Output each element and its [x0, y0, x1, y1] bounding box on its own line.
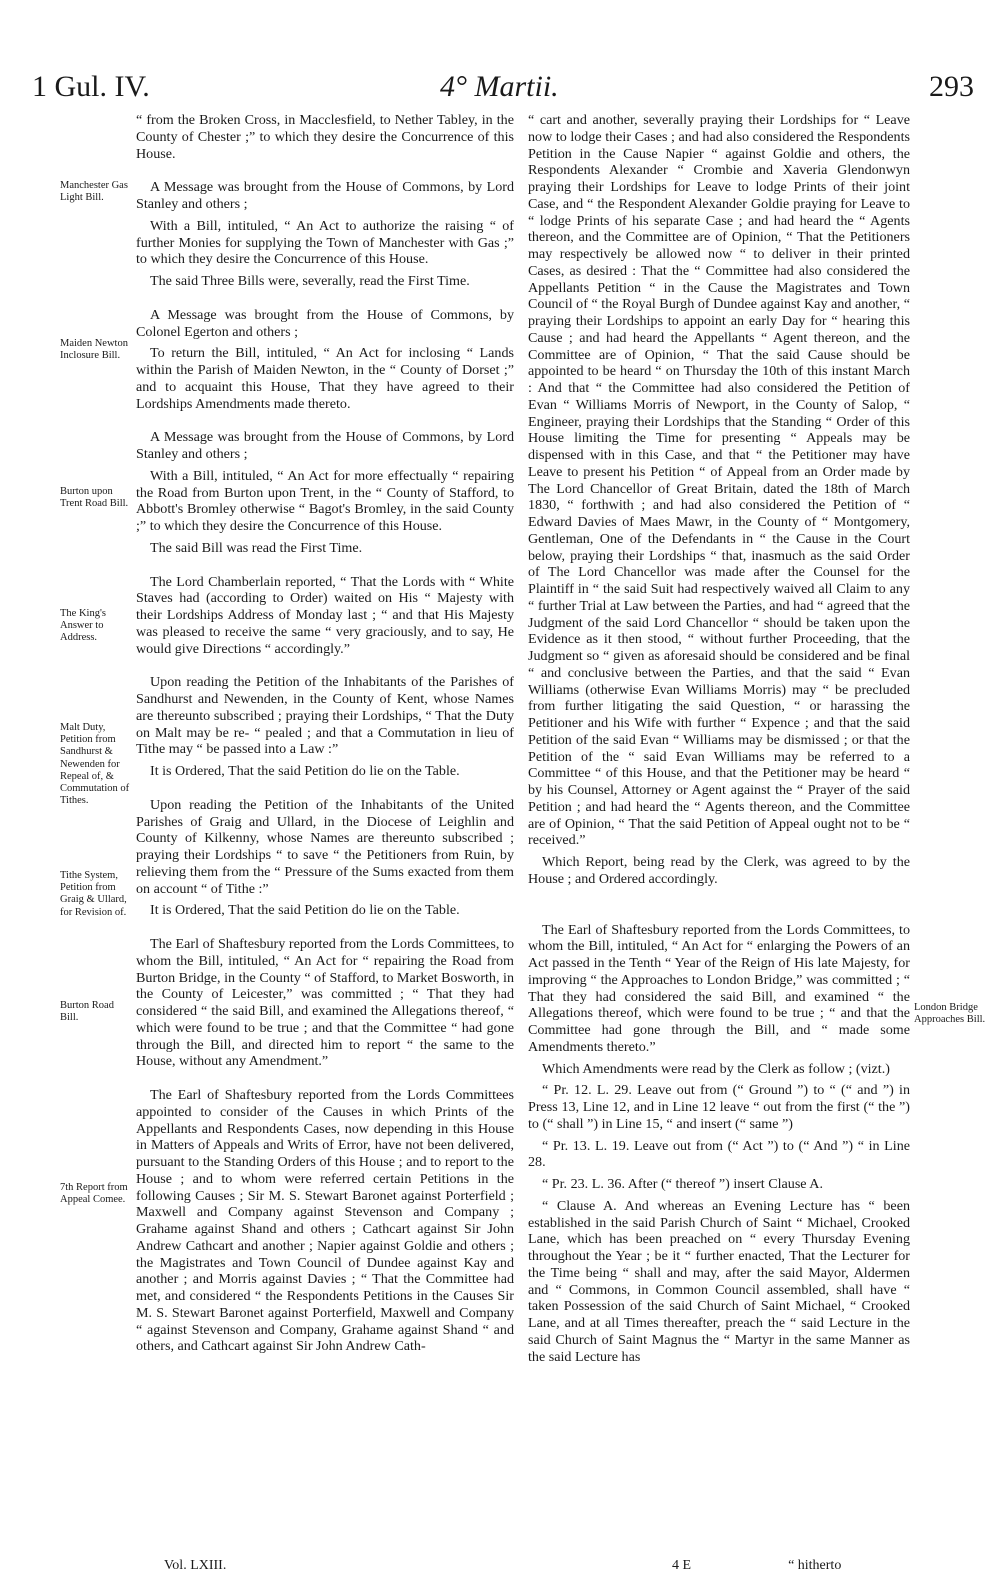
- margin-note: Tithe System, Petition from Graig & Ullard, for Revision of.: [60, 870, 127, 918]
- entry-manchester-gas: [136, 179, 514, 290]
- paragraph: With a Bill, intituled, “ An Act for more effectually “ repairing the Road from Burton upon Trent, in the “ County of Stafford, to Abbott's Bromley otherwise “ Bagot's Bromley, in the said County ;” to which they desire the Concurrence of this House.: [136, 467, 514, 534]
- paragraph: It is Ordered, That the said Petition do lie on the Table.: [150, 763, 460, 779]
- margin-note: Malt Duty, Petition from Sandhurst & Newenden for Repeal of, & Commutation of Tithes.: [60, 722, 130, 807]
- entry-appeal-report: [136, 1087, 514, 1355]
- margin-note: 7th Report from Appeal Comee.: [60, 1182, 128, 1206]
- signature: 4 E: [672, 1558, 692, 1573]
- header-date: 4° Martii.: [440, 70, 559, 103]
- right-opening-text: “ cart and another, severally praying their Lordships for “ Leave now to lodge their Cases ; and had also considered the Respondents Petition in the Cause Napier “ against Goldie and others, the Respondents Alexander “ Crombie and Xaveria Glendonwyn praying their Lordships for Leave to lodge Prints of their joint Case, and “ the Respondent Alexander Goldie praying for Leave to “ lodge Prints of his separate Case ; and had heard the “ Agents thereon, and the Committee are of Opinion, “ That the Petitioners may respectively be allowed now “ to deliver in their printed Cases, as desired : That the “ Committee had also considered the Appellants Petition “ in the Cause the Magistrates and Town Council of “ the Royal Burgh of Dundee against Kay and another, “ praying their Lordships to appoint an early Day for “ hearing this Cause ; and had heard the Appellants “ Agent thereon, and the Committee are of Opinion, “ That the said Cause should be appointed to be heard “ on Thursday the 10th of this instant March : And that “ the Committee had also considered the Petition of Evan “ Williams Morris of Newport, in the County of Salop, “ Engineer, praying their Lordships that the Standing “ Order of this House limiting the Time for presenting “ Appeals may be dispensed with in this Case, and that “ the Petitioner may have Leave to present his Petition “ of Appeal from an Order made by The Lord Chancellor of Great Britain, dated the 18th of March 1830, “ forthwith ; and had also considered the Petition of “ Edward Davies of Maes Mawr, in the County of “ Montgomery, Gentleman, One of the Defendants in “ the Cause in the Court below, praying their Lordships “ that, inasmuch as the said Order of The Lord Chancellor was made after the Counsel for the Plaintiff in “ the said Suit had respectively waived all Claim to any “ further Trial at Law between the Parties, and had “ agreed that the Judgment of the said Lord Chancellor “ should be taken upon the Evidence as it then stood, “ without further Proceeding, that the Judgment so “ given as aforesaid should be considered and be final “ and conclusive between the Parties, and that the said “ Evan Williams (otherwise Evan Williams Morris) may “ be precluded from further litigating the said Question, “ or harassing the Petitioner and his Wife with further “ Expence ; and that the said Petition of the said Evan “ Williams may be dismissed ; or that the Petition of the “ said Evan Williams may be referred to a Committee “ of this House, and that the Petitioner may be heard “ by his Counsel, Attorney or Agent against the “ Prayer of the said Petition ; and had heard the “ Agents thereon, and the Committee are of Opinion, “ That the said Petition of Appeal ought not to be “ received.”: [528, 112, 910, 849]
- paragraph: Which Amendments were read by the Clerk as follow ; (vizt.): [542, 1060, 890, 1077]
- paragraph: The Lord Chamberlain reported, “ That the Lords with “ White Staves had (according to Order) waited on His “ Majesty with their Lordships Address of Monday last ; “ and that His Majesty was pleased to receive the same “ very graciously, and to say, He would give Directions “ accordingly.”: [136, 573, 514, 657]
- volume-label: Vol. LXIII.: [164, 1558, 227, 1573]
- paragraph: “ Clause A. And whereas an Evening Lecture has “ been established in the said Parish Church of Saint “ Michael, Crooked Lane, which has been preached on “ every Thursday Evening throughout the Year ; be it “ further enacted, That the Lecturer for the Time being “ shall and may, after the said Mayor, Aldermen and “ Commons, in Common Council assembled, shall have “ taken Possession of the said Church of Saint Michael, “ Crooked Lane, and at all Times thereafter, preach the “ said Lecture in the said Church of Saint Magnus the “ Martyr in the same Manner as the said Lecture has: [528, 1197, 910, 1365]
- header-regnal-year: 1 Gul. IV.: [32, 70, 150, 103]
- catchword: “ hitherto: [788, 1558, 842, 1573]
- paragraph: It is Ordered, That the said Petition do lie on the Table.: [150, 902, 460, 919]
- paragraph: “ Pr. 23. L. 36. After (“ thereof ”) insert Clause A.: [542, 1176, 824, 1192]
- paragraph: To return the Bill, intituled, “ An Act for inclosing “ Lands within the Parish of Maiden Newton, in the “ County of Dorset ;” and to acquaint this House, That they have agreed to their Lordships Amendments made thereto.: [136, 345, 514, 412]
- margin-note: London Bridge Approaches Bill.: [914, 1002, 986, 1026]
- paragraph: A Message was brought from the House of Commons, by Lord Stanley and others ;: [136, 179, 514, 212]
- entry-kings-answer: [136, 574, 514, 658]
- margin-note: Burton upon Trent Road Bill.: [60, 486, 129, 510]
- entry-maiden-newton: [136, 307, 514, 413]
- margin-note: The King's Answer to Address.: [60, 608, 106, 644]
- paragraph: A Message was brought from the House of Commons, by Colonel Egerton and others ;: [136, 306, 514, 340]
- entry-tithe-system: [136, 797, 514, 919]
- entry-burton-road: [136, 936, 514, 1070]
- signature-mark: [672, 1558, 841, 1574]
- paragraph: The Earl of Shaftesbury reported from the Lords Committees, to whom the Bill, intituled, “ An Act for “ repairing the Road from Burton Bridge, in the County “ of Stafford, to Market Bosworth, in the County of Leicester,” was committed ; “ That they had considered “ the said Bill, and examined the Allegations thereof, “ which were found to be true ; and that the Committee “ had gone through the Bill, and directed him to report “ the same to the House, without any Amendment.”: [136, 936, 514, 1070]
- page-number: 293: [929, 70, 974, 103]
- entry-london-bridge: [528, 922, 910, 1366]
- paragraph: “ Pr. 12. L. 29. Leave out from (“ Ground ”) to “ (“ and ”) in Press 13, Line 12, and in Line 12 leave “ out from the first (“ the ”) to (“ shall ”) in Line 15, “ and insert (“ same ”): [528, 1082, 910, 1132]
- entry-burton-upon-trent: [136, 429, 514, 556]
- margin-note: Maiden Newton Inclosure Bill.: [60, 338, 128, 362]
- paragraph: The said Bill was read the First Time.: [150, 539, 363, 556]
- left-column: [136, 112, 514, 1360]
- paragraph: The Earl of Shaftesbury reported from the Lords Committees appointed to consider of the Causes in which Prints of the Appellants and Respondents Cases, now depending in this House in Matters of Appeals and Writs of Error, have not been delivered, pursuant to the Standing Orders of this House ; and to report to the House ; and to whom were referred certain Petitions in the following Causes ; Sir M. S. Stewart Baronet against Porterfield ; Maxwell and Company against Stevenson and Company ; Grahame against Shand and others ; Cathcart against Sir John Andrew Cathcart and another ; Napier against Goldie and others ; the Magistrates and Town Council of Dundee against Kay and another ; and Morris against Davies ; “ That the Committee had met, and considered “ the Respondents Petitions in the Causes Sir M. S. Stewart Baronet against Porterfield, Maxwell and Company “ against Stevenson and Company, Grahame against Shand “ and others, and Cathcart against Sir John Andrew Cath-: [136, 1087, 514, 1355]
- paragraph: The said Three Bills were, severally, read the First Time.: [150, 273, 470, 289]
- entry-malt-duty: [136, 674, 514, 780]
- paragraph: The Earl of Shaftesbury reported from the Lords Committees, to whom the Bill, intituled, “ An Act for “ enlarging the Powers of an Act passed in the Tenth “ Year of the Reign of His late Majesty, for improving “ the Approaches to London Bridge,” was committed ; “ That they had considered the said Bill, and examined “ the Allegations thereof, which were found to be true ; “ and that the Committee had gone through the Bill, and “ made some Amendments thereto.”: [528, 921, 910, 1055]
- margin-note: Manchester Gas Light Bill.: [60, 180, 128, 204]
- right-column: [528, 112, 910, 1370]
- paragraph: With a Bill, intituled, “ An Act to authorize the raising “ of further Monies for supplying the Town of Manchester with Gas ;” to which they desire the Concurrence of this House.: [136, 217, 514, 268]
- margin-note: Burton Road Bill.: [60, 1000, 114, 1024]
- paragraph: “ Pr. 13. L. 19. Leave out from (“ Act ”) to (“ And ”) “ in Line 28.: [528, 1137, 910, 1171]
- report-agreed: Which Report, being read by the Clerk, was agreed to by the House ; and Ordered accordingly.: [528, 854, 910, 887]
- left-opening-text: “ from the Broken Cross, in Macclesfield, to Nether Tabley, in the County of Chester ;” to which they desire the Concurrence of this House.: [136, 112, 514, 162]
- paragraph: Upon reading the Petition of the Inhabitants of the Parishes of Sandhurst and Newenden, in the County of Kent, whose Names are thereunto subscribed ; praying their Lordships, “ That the Duty on Malt may be re- “ pealed ; and that a Commutation in lieu of Tithe may “ be passed into a Law :”: [136, 674, 514, 758]
- paragraph: Upon reading the Petition of the Inhabitants of the United Parishes of Graig and Ullard, in the Diocese of Leighlin and County of Kilkenny, whose Names are thereunto subscribed ; praying their Lordships “ to save “ the Petitioners from Ruin, by relieving them from the “ Pressure of the Sums exacted from them on account “ of Tithe :”: [136, 796, 514, 897]
- paragraph: A Message was brought from the House of Commons, by Lord Stanley and others ;: [136, 429, 514, 462]
